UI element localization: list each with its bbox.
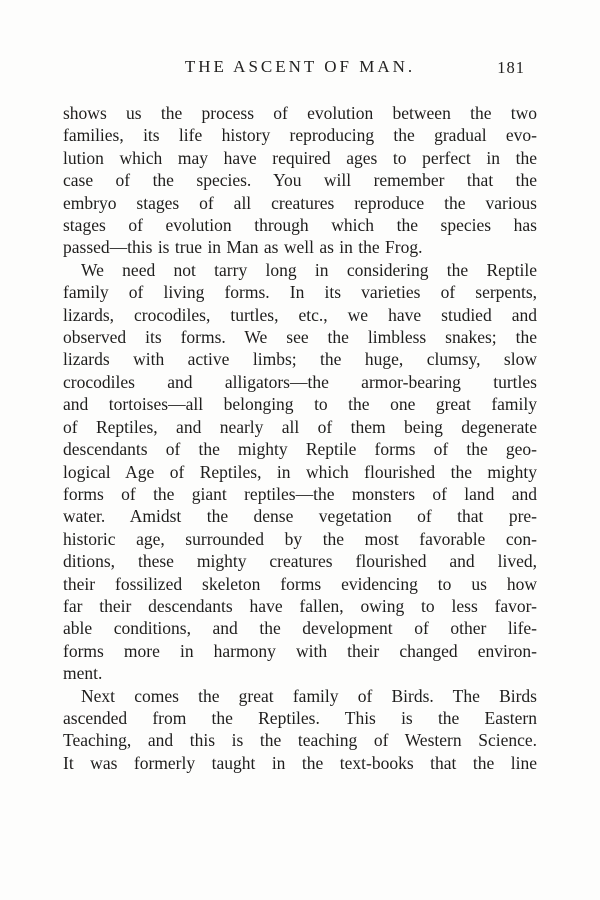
text-line: It was formerly taught in the text-books that the line [63,752,537,773]
text-line: forms of the giant reptiles—the monsters of land and [63,483,537,504]
text-line: forms more in harmony with their changed environ- [63,640,537,661]
text-line: shows us the process of evolution between the two [63,103,537,123]
text-line: able conditions, and the development of other life- [63,618,537,639]
text-line: lizards with active limbs; the huge, clumsy, slow [63,349,537,370]
text-line: Next comes the great family of Birds. The Birds [81,685,537,706]
text-line: Teaching, and this is the teaching of Western Science. [63,730,537,751]
text-line: lution which may have required ages to perfect in the [63,147,537,168]
text-line: far their descendants have fallen, owing to less favor- [63,595,537,616]
text-line: families, its life history reproducing the gradual evo- [63,125,537,146]
text-block [63,102,537,774]
text-line: ditions, these mighty creatures flourished and lived, [63,551,537,572]
text-line: family of living forms. In its varieties of serpents, [63,282,537,303]
text-line: passed—this is true in Man as well as in the Frog. [63,237,423,258]
text-line: and tortoises—all belonging to the one great family [63,394,537,415]
page-number: 181 [497,58,525,77]
text-line: water. Amidst the dense vegetation of that pre- [63,506,537,527]
page-title: THE ASCENT OF MAN. [184,57,416,76]
text-line: embryo stages of all creatures reproduce the various [63,192,537,213]
running-head [63,57,537,81]
paragraph [63,259,537,685]
text-line: stages of evolution through which the species has [63,215,537,236]
text-line: of Reptiles, and nearly all of them being degenerate [63,416,537,437]
text-line: historic age, surrounded by the most favorable con- [63,528,537,549]
text-line: descendants of the mighty Reptile forms of the geo- [63,439,537,460]
paragraph [63,102,537,259]
text-line: lizards, crocodiles, turtles, etc., we have studied and [63,304,537,325]
text-line: observed its forms. We see the limbless snakes; the [63,327,537,348]
text-line: crocodiles and alligators—the armor-bearing turtles [63,371,537,392]
text-line: their fossilized skeleton forms evidencing to us how [63,573,537,594]
text-line: We need not tarry long in considering the Reptile [81,259,537,280]
text-line: ment. [63,663,103,684]
text-line: case of the species. You will remember that the [63,170,537,191]
paragraph [63,685,537,775]
text-line: logical Age of Reptiles, in which flourished the mighty [63,461,537,482]
text-line: ascended from the Reptiles. This is the Eastern [63,707,537,728]
